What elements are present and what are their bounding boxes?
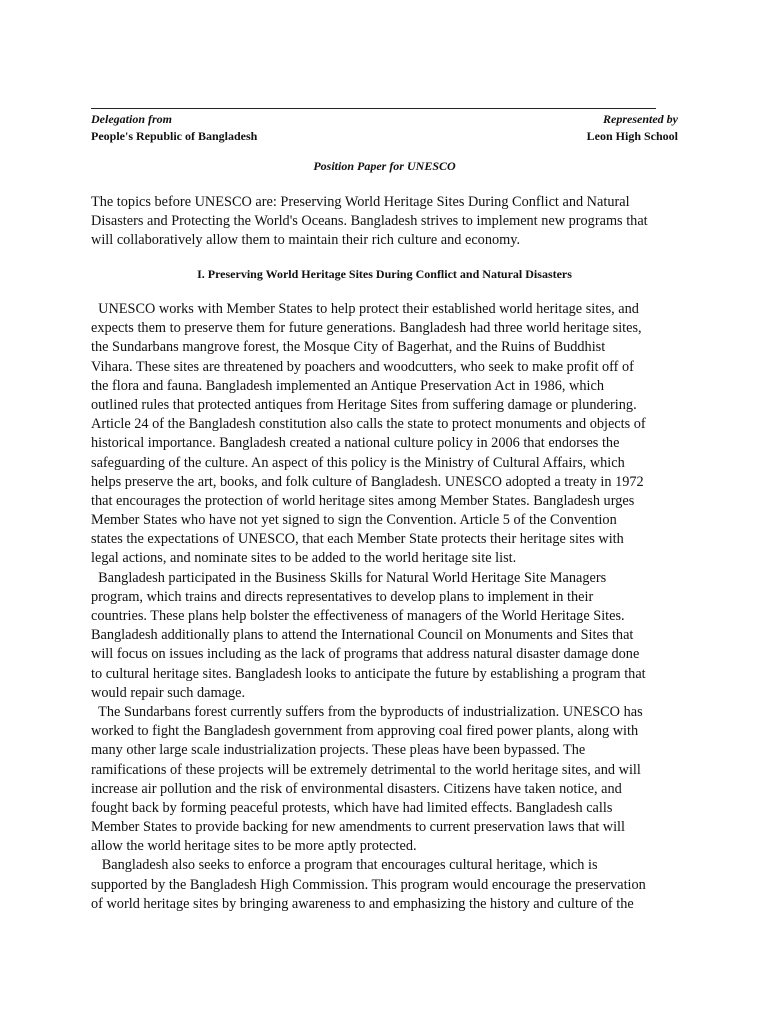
page-title: Position Paper for UNESCO: [313, 159, 456, 173]
body-line: Member States who have not yet signed to sign the Convention. Article 5 of the Convention: [91, 512, 617, 529]
body-line: helps preserve the art, books, and folk culture of Bangladesh. UNESCO adopted a treaty in 1972: [91, 473, 644, 490]
body-line: will focus on issues including as the lack of programs that address natural disaster damage done: [91, 646, 640, 663]
body-line: worked to fight the Bangladesh government from approving coal fired power plants, along with: [91, 723, 639, 740]
body-line: to cultural heritage sites. Bangladesh looks to anticipate the future by establishing a program that: [91, 665, 646, 682]
body-line: outlined rules that protected antiques from Heritage Sites from suffering damage or plundering.: [91, 396, 637, 413]
represented-by-label: Represented by: [603, 112, 678, 126]
header-row-values: [91, 128, 678, 145]
section-heading: I. Preserving World Heritage Sites During Conflict and Natural Disasters: [197, 267, 572, 281]
body-line: states the expectations of UNESCO, that each Member State protects their heritage sites with: [91, 531, 624, 548]
body-line: Article 24 of the Bangladesh constitution also calls the state to protect monuments and objects of: [91, 416, 646, 433]
intro-line: will collaboratively allow them to maintain their rich culture and economy.: [91, 232, 521, 249]
body-line: Bangladesh also seeks to enforce a program that encourages cultural heritage, which is: [91, 857, 598, 874]
body-line: ramifications of these projects will be extremely detrimental to the world heritage sites, and will: [91, 761, 641, 778]
body-line: Member States to provide backing for new amendments to current preservation laws that will: [91, 819, 625, 836]
body-line: of world heritage sites by bringing awareness to and emphasizing the history and culture of the: [91, 895, 634, 912]
body-line: program, which trains and directs representatives to develop plans to implement in their: [91, 588, 594, 605]
school-name: Leon High School: [586, 129, 678, 143]
body-line: would repair such damage.: [91, 684, 246, 701]
delegation-label: Delegation from: [91, 112, 172, 126]
body-line: supported by the Bangladesh High Commission. This program would encourage the preservation: [91, 876, 646, 893]
body-line: legal actions, and nominate sites to be added to the world heritage site list.: [91, 550, 517, 567]
body-line: historical importance. Bangladesh created a national culture policy in 2006 that endorses the: [91, 435, 620, 452]
delegation-country: People's Republic of Bangladesh: [91, 129, 258, 143]
body-line: The Sundarbans forest currently suffers from the byproducts of industrialization. UNESCO has: [91, 703, 643, 720]
section-body: [91, 300, 683, 914]
body-line: the Sundarbans mangrove forest, the Mosque City of Bagerhat, and the Ruins of Buddhist: [91, 339, 606, 356]
body-line: increase air pollution and the risk of environmental disasters. Citizens have taken notice, and: [91, 780, 622, 797]
body-line: countries. These plans help bolster the effectiveness of managers of the World Heritage Sites.: [91, 608, 625, 624]
header-row-labels: [91, 111, 678, 128]
body-line: fought back by forming peaceful protests, which have had limited effects. Bangladesh calls: [91, 799, 613, 816]
body-line: safeguarding of the culture. An aspect of this policy is the Ministry of Cultural Affairs, which: [91, 454, 625, 471]
body-line: many other large scale industrialization projects. These pleas have been bypassed. The: [91, 742, 586, 759]
body-line: that encourages the protection of world heritage sites among Member States. Bangladesh urges: [91, 492, 635, 509]
intro-line: The topics before UNESCO are: Preserving World Heritage Sites During Conflict and Natural: [91, 194, 630, 210]
body-line: UNESCO works with Member States to help protect their established world heritage sites, and: [91, 301, 639, 317]
header-rule: [91, 108, 656, 109]
intro-paragraph: [91, 193, 681, 251]
body-line: Bangladesh participated in the Business Skills for Natural World Heritage Site Managers: [91, 569, 607, 586]
body-line: expects them to preserve them for future generations. Bangladesh had three world heritage sites,: [91, 320, 642, 337]
body-line: the flora and fauna. Bangladesh implemented an Antique Preservation Act in 1986, which: [91, 377, 604, 394]
body-line: Vihara. These sites are threatened by poachers and woodcutters, who seek to make profit off of: [91, 358, 634, 375]
body-line: Bangladesh additionally plans to attend the International Council on Monuments and Sites that: [91, 627, 634, 644]
document-header: [91, 111, 678, 145]
body-line: allow the world heritage sites to be more aptly protected.: [91, 838, 417, 855]
intro-line: Disasters and Protecting the World's Oceans. Bangladesh strives to implement new programs that: [91, 213, 648, 230]
